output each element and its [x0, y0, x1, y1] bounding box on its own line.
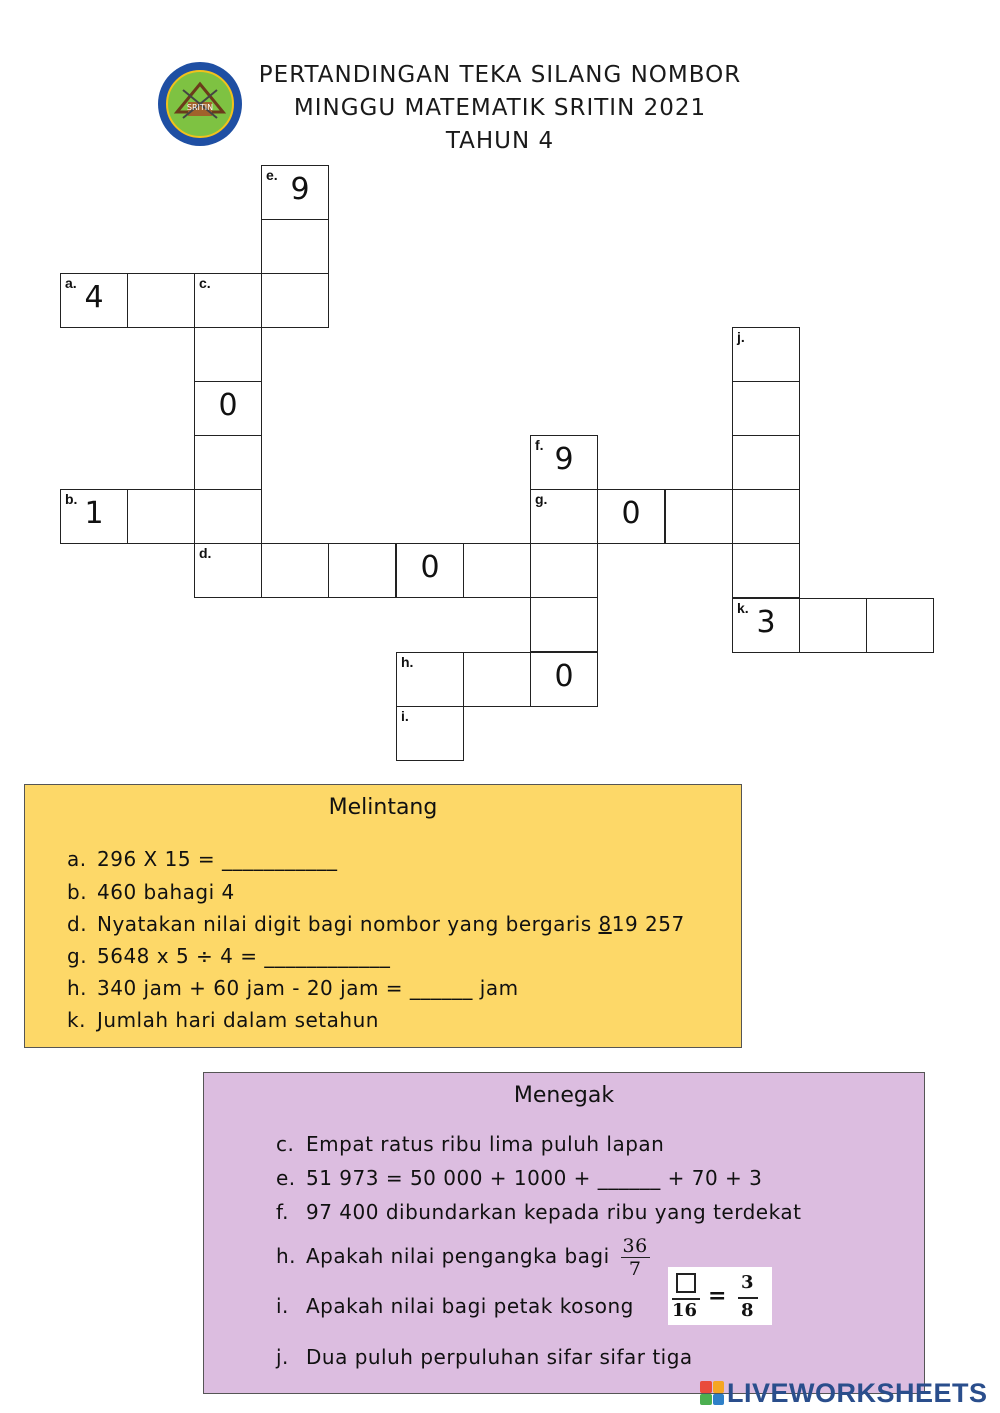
cell-c4[interactable] — [194, 435, 262, 490]
across-clue-b — [67, 880, 235, 904]
cell-d6[interactable] — [530, 543, 598, 598]
clue-text: Jumlah hari dalam setahun — [97, 1008, 379, 1032]
fraction-denominator: 7 — [628, 1258, 642, 1280]
fraction-equation — [668, 1267, 772, 1325]
cell-k1[interactable] — [732, 598, 800, 653]
clue-key: e. — [276, 1166, 296, 1190]
cell-b1[interactable] — [60, 489, 128, 544]
cell-a2[interactable] — [127, 273, 195, 328]
clue-label-a: a. — [65, 275, 77, 291]
cell-e1[interactable] — [261, 165, 329, 220]
clue-label-h: h. — [401, 654, 414, 670]
clue-text-tail: 19 257 — [611, 912, 685, 936]
cell-j3[interactable] — [732, 435, 800, 490]
cell-f4[interactable] — [530, 597, 598, 652]
cell-g2[interactable] — [597, 489, 665, 544]
cell-j5[interactable] — [732, 543, 800, 598]
given-digit: 9 — [290, 172, 310, 207]
down-clue-i — [276, 1294, 634, 1318]
cell-c2[interactable] — [194, 327, 262, 382]
cell-h3[interactable] — [530, 652, 598, 707]
right-denominator: 8 — [741, 1300, 754, 1321]
right-numerator: 3 — [741, 1272, 754, 1293]
given-digit: 4 — [84, 280, 104, 315]
given-digit: 0 — [420, 550, 440, 585]
title-competition: PERTANDINGAN TEKA SILANG NOMBOR — [258, 62, 742, 88]
clue-text: 51 973 = 50 000 + 1000 + ______ + 70 + 3 — [306, 1166, 763, 1190]
down-clue-c — [276, 1132, 664, 1156]
across-clue-k — [67, 1008, 379, 1032]
cell-d5[interactable] — [463, 543, 531, 598]
clue-key: g. — [67, 944, 88, 968]
cell-e2[interactable] — [261, 219, 329, 274]
cell-h1[interactable] — [396, 652, 464, 707]
clue-key: k. — [67, 1008, 86, 1032]
down-clue-f — [276, 1200, 801, 1224]
liveworksheets-logo — [700, 1378, 988, 1408]
clue-key: d. — [67, 912, 88, 936]
across-clue-h — [67, 976, 519, 1000]
clue-label-c: c. — [199, 275, 211, 291]
down-clue-e — [276, 1166, 762, 1190]
clue-label-e: e. — [266, 167, 278, 183]
empty-box-icon — [676, 1273, 696, 1293]
clue-label-b: b. — [65, 491, 78, 507]
given-digit: 9 — [554, 442, 574, 477]
cell-a4[interactable] — [261, 273, 329, 328]
fraction-bar-right — [738, 1297, 758, 1299]
clue-label-g: g. — [535, 491, 548, 507]
underlined-digit: 8 — [598, 912, 612, 936]
left-denominator: 16 — [672, 1300, 698, 1321]
clue-key: a. — [67, 847, 87, 871]
cell-k2[interactable] — [799, 598, 867, 653]
clue-text: Apakah nilai bagi petak kosong — [306, 1294, 634, 1318]
cell-k3[interactable] — [866, 598, 934, 653]
clue-label-i: i. — [401, 708, 409, 724]
clue-label-j: j. — [737, 329, 745, 345]
fraction-numerator: 36 — [622, 1235, 648, 1257]
across-clue-a — [67, 847, 338, 871]
down-clue-h — [276, 1235, 650, 1280]
given-digit: 1 — [84, 496, 104, 531]
logo-text: SRITIN — [186, 103, 214, 112]
cell-j2[interactable] — [732, 381, 800, 436]
cell-g3[interactable] — [665, 489, 733, 544]
cell-j4[interactable] — [732, 489, 800, 544]
clue-key: c. — [276, 1132, 295, 1156]
title-event: MINGGU MATEMATIK SRITIN 2021 — [293, 95, 707, 121]
clue-text: 340 jam + 60 jam - 20 jam = ______ jam — [97, 976, 519, 1000]
clue-key: b. — [67, 880, 88, 904]
clue-text: Nyatakan nilai digit bagi nombor yang bergaris — [97, 912, 599, 936]
clue-text: Empat ratus ribu lima puluh lapan — [306, 1132, 665, 1156]
down-title: Menegak — [513, 1083, 615, 1108]
clue-key: f. — [276, 1200, 289, 1224]
down-clue-j — [276, 1345, 693, 1369]
clue-text: 97 400 dibundarkan kepada ribu yang terdekat — [306, 1200, 802, 1224]
clue-label-f: f. — [535, 437, 544, 453]
clue-text: 296 X 15 = ___________ — [97, 847, 338, 871]
equals-sign: = — [708, 1283, 727, 1309]
liveworksheets-icon — [700, 1381, 724, 1405]
cell-d1[interactable] — [194, 543, 262, 598]
cell-d2[interactable] — [261, 543, 329, 598]
given-digit: 0 — [621, 496, 641, 531]
clue-label-k: k. — [737, 600, 749, 616]
given-digit: 0 — [218, 388, 238, 423]
cell-i1[interactable] — [396, 706, 464, 761]
clue-key: h. — [276, 1244, 297, 1268]
cell-c3[interactable] — [194, 381, 262, 436]
clue-text: Apakah nilai pengangka bagi — [306, 1244, 610, 1268]
across-title: Melintang — [328, 795, 438, 820]
cell-d4[interactable] — [396, 543, 464, 598]
down-clues-panel — [203, 1072, 925, 1394]
cell-b3[interactable] — [194, 489, 262, 544]
clue-text: 460 bahagi 4 — [97, 880, 235, 904]
fraction — [621, 1235, 650, 1280]
clue-text: Dua puluh perpuluhan sifar sifar tiga — [306, 1345, 693, 1369]
cell-a1[interactable] — [60, 273, 128, 328]
cell-g1[interactable] — [530, 489, 598, 544]
cell-a3[interactable] — [194, 273, 262, 328]
clue-key: i. — [276, 1294, 289, 1318]
clue-label-d: d. — [199, 545, 212, 561]
given-digit: 0 — [554, 659, 574, 694]
clue-key: j. — [276, 1345, 289, 1369]
cell-f1[interactable] — [530, 435, 598, 490]
cell-h2[interactable] — [463, 652, 531, 707]
across-clues-panel — [24, 784, 742, 1048]
cell-b2[interactable] — [127, 489, 195, 544]
across-clue-g — [67, 944, 390, 968]
cell-d3[interactable] — [328, 543, 396, 598]
clue-text: 5648 x 5 ÷ 4 = ____________ — [97, 944, 391, 968]
across-clue-d — [67, 912, 685, 936]
given-digit: 3 — [756, 605, 776, 640]
title-year: TAHUN 4 — [445, 128, 555, 154]
brand-text: LIVEWORKSHEETS — [727, 1377, 988, 1408]
clue-key: h. — [67, 976, 88, 1000]
cell-j1[interactable] — [732, 327, 800, 382]
